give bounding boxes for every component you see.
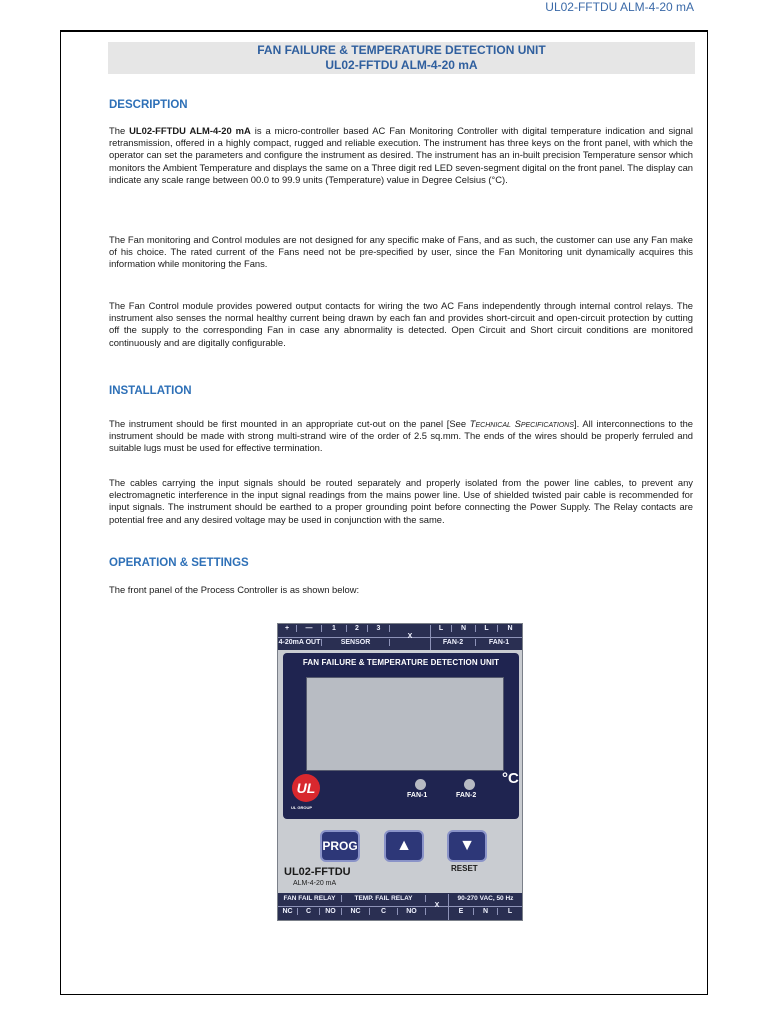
panel-model-name: UL02-FFTDU: [284, 866, 351, 878]
description-heading: DESCRIPTION: [109, 99, 188, 111]
fan2-led-label: FAN-2: [456, 792, 477, 799]
installation-para-1: [109, 418, 693, 455]
fan1-led-label: FAN-1: [407, 792, 428, 799]
label-sensor: SENSOR: [322, 639, 390, 646]
desc-intro: The: [109, 125, 130, 136]
desc-model: UL02-FFTDU ALM-4-20 mA: [129, 125, 251, 136]
seven-segment-display: [306, 677, 504, 771]
up-arrow-key[interactable]: ▲: [384, 830, 424, 862]
term-3: 3: [368, 625, 390, 632]
instrument-face: [283, 653, 519, 819]
term-2: 2: [347, 625, 368, 632]
desc-p3: The Fan Control module provides powered output contacts for wiring the two AC Fans independently through internal control relays. The instrument also senses the normal healthy current being drawn by each fan and provides short-circuit and open-circuit protection by cutting off the supply to the corresponding Fan in case any abnormality is detected. Open Circuit and Short circuit conditions are monitored continuously and are digitally configurable.: [109, 300, 693, 348]
description-para-1: [109, 125, 693, 186]
label-temp-fail-relay: TEMP. FAIL RELAY: [342, 895, 426, 902]
fan1-led-icon: [415, 779, 426, 790]
term-no-2: NO: [398, 908, 426, 915]
ul-logo-subtitle: UL GROUP: [291, 805, 313, 810]
term-x-top: X: [390, 625, 431, 650]
term-l-fan2: L: [431, 625, 452, 632]
down-arrow-key[interactable]: ▼: [447, 830, 487, 862]
term-l: L: [507, 908, 513, 915]
prog-key[interactable]: PROG: [320, 830, 360, 862]
installation-section: [109, 385, 693, 397]
running-header: UL02-FFTDU ALM-4-20 mA: [545, 0, 694, 14]
title-block: [108, 42, 695, 74]
desc-p2: The Fan monitoring and Control modules are not designed for any specific make of Fans, and as such, the customer can use any Fan make of his choice. The rated current of the Fans need not be pre-specified by user, since the Fan Monitoring unit dynamically acquires this information while monitoring the Fans.: [109, 234, 693, 270]
term-nc-2: NC: [342, 908, 370, 915]
operation-section: [109, 557, 693, 569]
description-para-3: [109, 300, 693, 349]
term-n-fan2: N: [452, 625, 476, 632]
panel-model-sub: ALM-4-20 mA: [293, 880, 337, 887]
inst-p1-b: ]. All interconnections to the instrument should be made with strong multi-strand wire of the order of 2.5 sq.mm. The ends of the wires should be properly ferruled and suitable lugs must be used for effective termination.: [109, 418, 694, 454]
operation-para-1: [109, 584, 693, 596]
term-1: 1: [322, 625, 347, 632]
inst-p1-a: The instrument should be first mounted in an appropriate cut-out on the panel [See: [109, 418, 470, 429]
operation-heading: OPERATION & SETTINGS: [109, 557, 249, 569]
description-para-2: [109, 234, 693, 271]
face-title: FAN FAILURE & TEMPERATURE DETECTION UNIT: [302, 658, 500, 667]
term-c-1: C: [298, 908, 320, 915]
term-n: N: [474, 908, 498, 915]
celsius-unit: °C: [502, 770, 519, 787]
term-l-fan1: L: [476, 625, 498, 632]
label-fan-fail-relay: FAN FAIL RELAY: [278, 895, 342, 902]
bottom-terminal-strip: [278, 893, 522, 920]
term-e: E: [449, 908, 474, 915]
desc-rest: is a micro-controller based AC Fan Monitoring Controller with digital temperature indication and signal retransmission, offered in a highly compact, rugged and reliable execution. The instrument has three keys on the front panel, with which the operator can set the parameters and configure the instrument as desired. The instrument has an in-built precision Temperature sensor which monitors the Ambient Temperature and displays the same on a Three digit red LED seven-segment digital on the front panel. The display can indicate any scale range between 00.0 to 99.9 units (Temperature) value in Degree Celsius (°C).: [109, 125, 693, 185]
fan2-led-icon: [464, 779, 475, 790]
installation-heading: INSTALLATION: [109, 385, 192, 397]
term-minus: —: [297, 625, 322, 632]
top-terminal-strip: [278, 624, 522, 650]
reset-label: RESET: [451, 864, 478, 873]
term-no-1: NO: [320, 908, 342, 915]
title-line-2: UL02-FFTDU ALM-4-20 mA: [325, 58, 478, 72]
label-4-20ma-out: 4-20mA OUT: [278, 639, 321, 646]
front-panel-illustration: [277, 623, 523, 921]
term-c-2: C: [370, 908, 398, 915]
description-section: [109, 99, 693, 111]
installation-para-2: [109, 477, 693, 526]
ul-logo: UL: [292, 774, 320, 802]
label-power: 90-270 VAC, 50 Hz: [457, 895, 514, 902]
inst-ref-link: Technical Specifications: [469, 418, 574, 429]
term-n-fan1: N: [507, 625, 513, 632]
label-fan2: FAN-2: [431, 639, 476, 646]
term-plus: +: [278, 625, 297, 632]
term-nc-1: NC: [278, 908, 298, 915]
title-line-1: FAN FAILURE & TEMPERATURE DETECTION UNIT: [257, 43, 546, 57]
inst-p2: The cables carrying the input signals should be routed separately and properly isolated from the power line cables, to prevent any electromagnetic interference in the input signal readings from the mains power line. Use of shielded twisted pair cable is recommended for input signals. The instrument should be earthed to a proper grounding point before connecting the Power Supply. The Relay contacts are potential free and any desired voltage may be used in conjunction with the same.: [109, 477, 693, 525]
label-fan1: FAN-1: [488, 639, 510, 646]
op-p1: The front panel of the Process Controller is as shown below:: [109, 584, 360, 595]
term-x-bottom: X: [426, 894, 449, 920]
